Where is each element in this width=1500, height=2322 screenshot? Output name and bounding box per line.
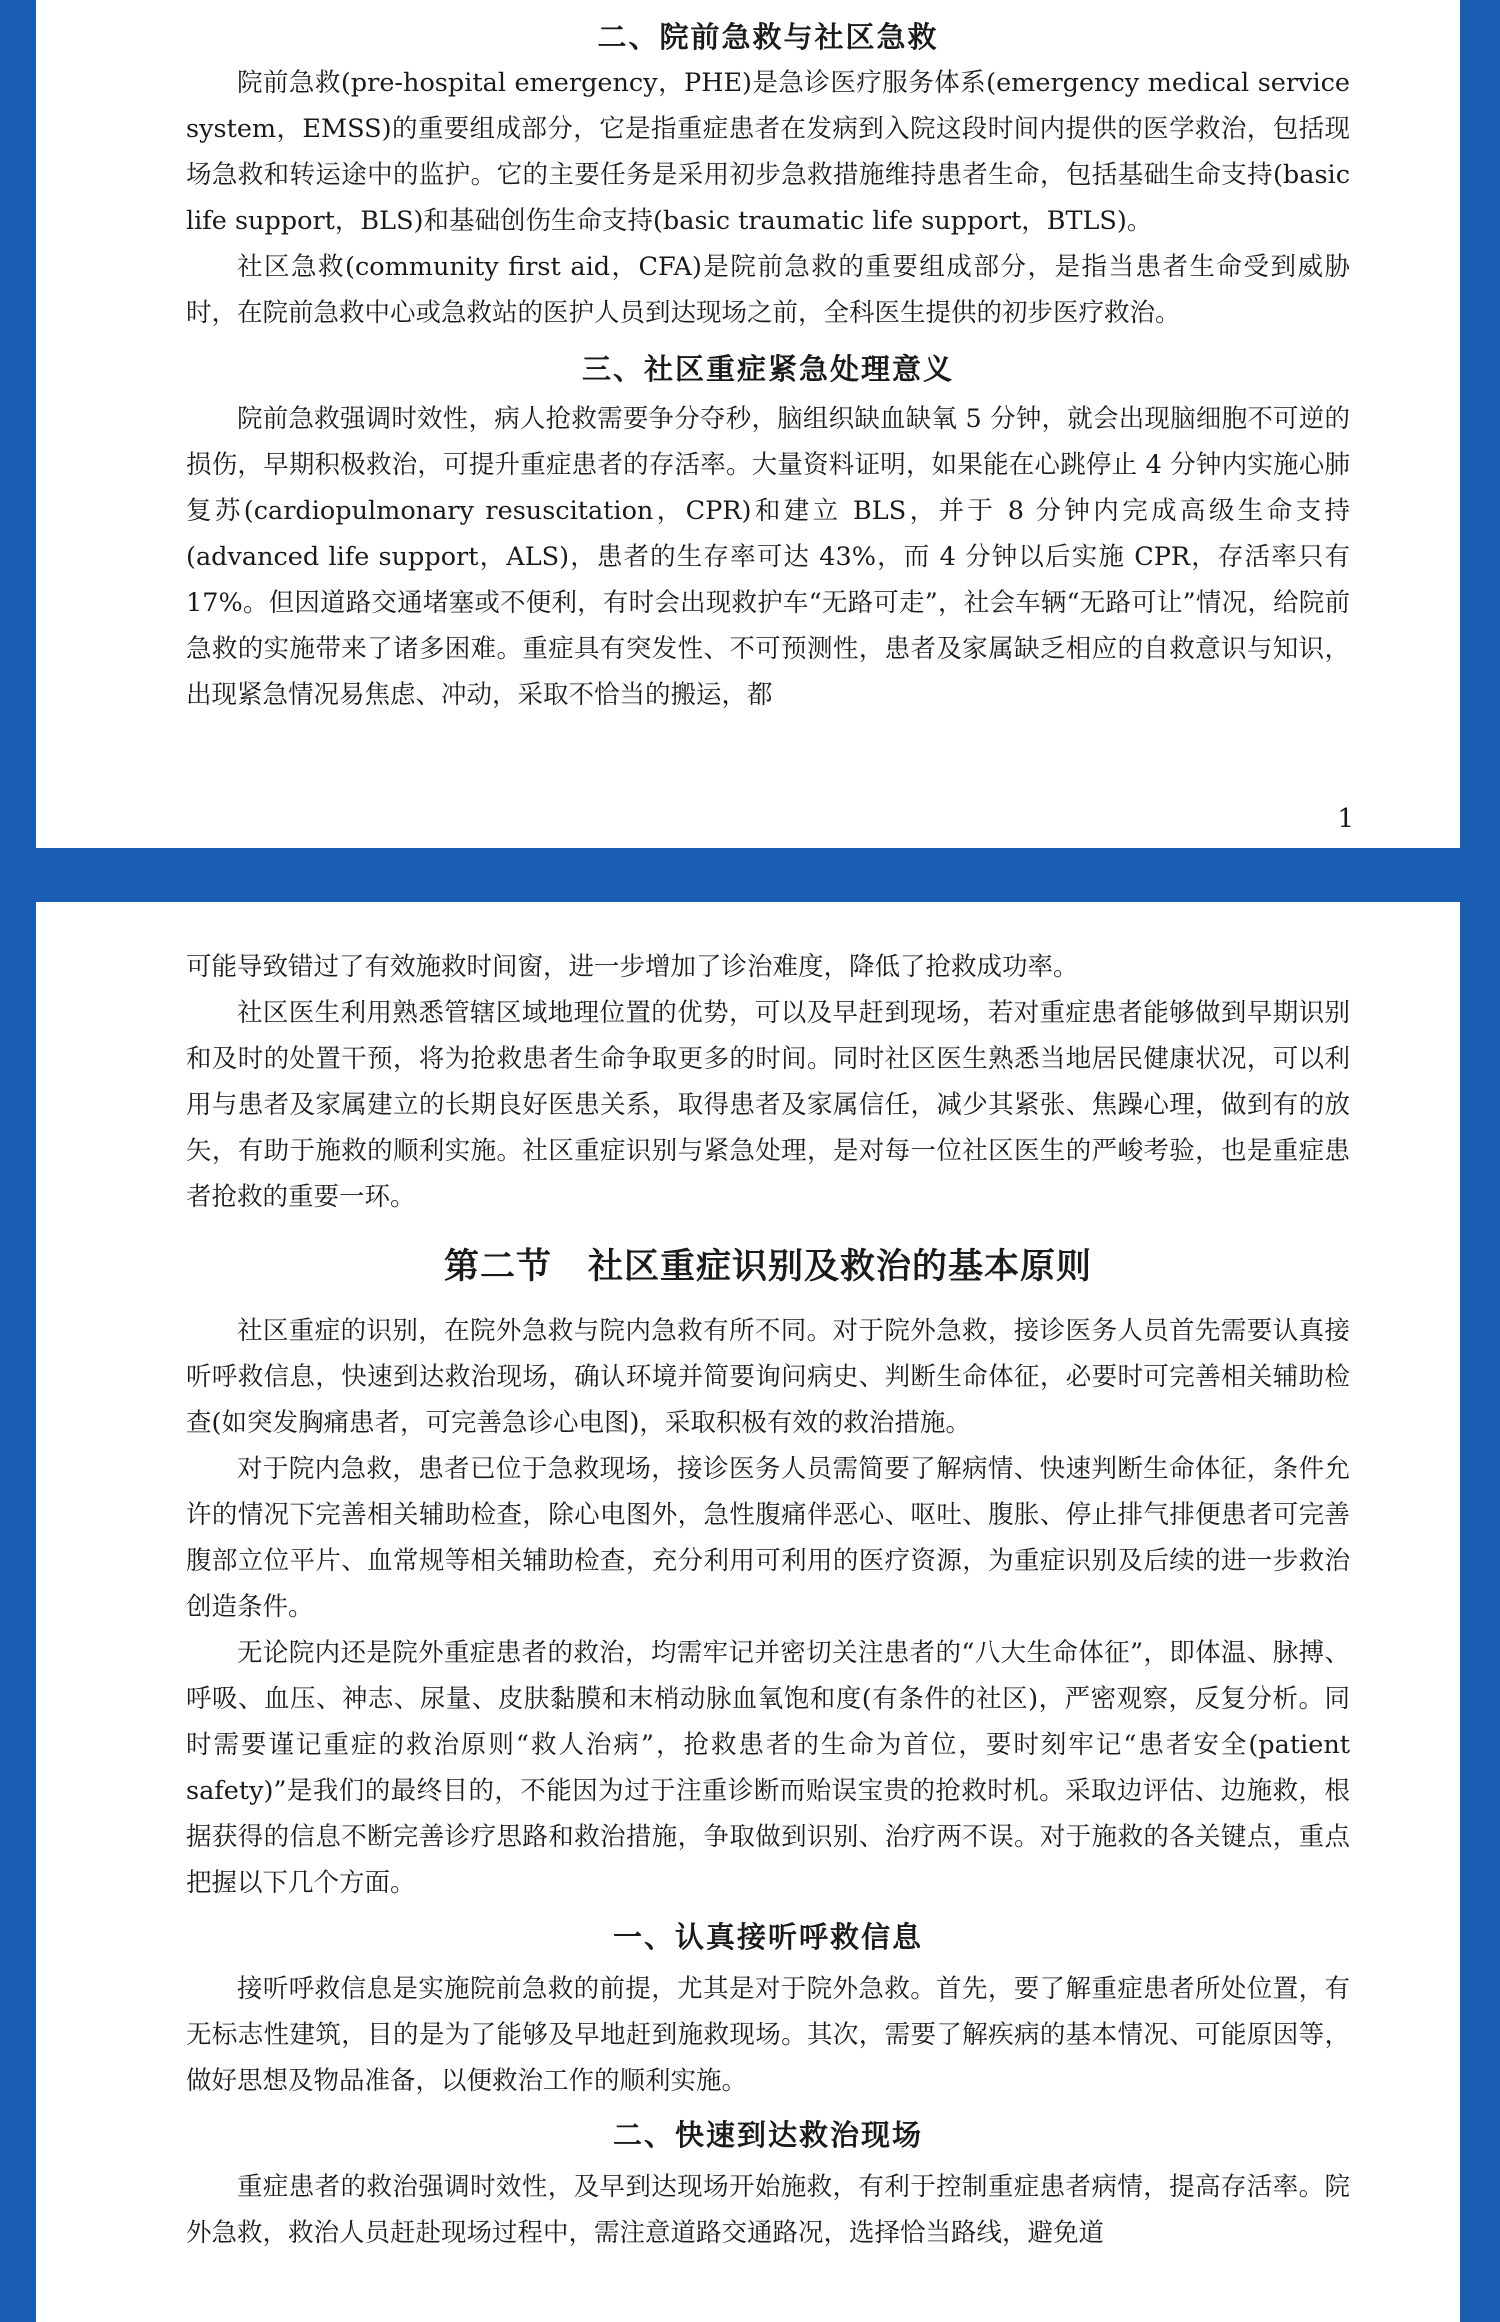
- book-page-1: [36, 0, 1460, 848]
- paragraph-phe: 院前急救(pre-hospital emergency，PHE)是急诊医疗服务体系(emergency medical service system，EMSS)的重要组成部分，它是指重症患者在发病到入院这段时间内提供的医学救治，包括现场急救和转运途中的监护。它的主要任务是采用初步急救措施维持患者生命，包括基础生命支持(basic life support，BLS)和基础创伤生命支持(basic traumatic life support，BTLS)。: [186, 68, 1350, 236]
- paragraph-recognition: 社区重症的识别，在院外急救与院内急救有所不同。对于院外急救，接诊医务人员首先需要认真接听呼救信息，快速到达救治现场，确认环境并简要询问病史、判断生命体征，必要时可完善相关辅助检查(如突发胸痛患者，可完善急诊心电图)，采取积极有效的救治措施。: [186, 1316, 1350, 1438]
- paragraph-community-doctor: 社区医生利用熟悉管辖区域地理位置的优势，可以及早赶到现场，若对重症患者能够做到早期识别和及时的处置干预，将为抢救患者生命争取更多的时间。同时社区医生熟悉当地居民健康状况，可以利用与患者及家属建立的长期良好医患关系，取得患者及家属信任，减少其紧张、焦躁心理，做到有的放矢，有助于施救的顺利实施。社区重症识别与紧急处理，是对每一位社区医生的严峻考验，也是重症患者抢救的重要一环。: [186, 998, 1350, 1212]
- paragraph-in-hospital: 对于院内急救，患者已位于急救现场，接诊医务人员需简要了解病情、快速判断生命体征，条件允许的情况下完善相关辅助检查，除心电图外，急性腹痛伴恶心、呕吐、腹胀、停止排气排便患者可完善腹部立位平片、血常规等相关辅助检查，充分利用可利用的医疗资源，为重症识别及后续的进一步救治创造条件。: [186, 1454, 1350, 1622]
- paragraph-cfa: 社区急救(community first aid，CFA)是院前急救的重要组成部分，是指当患者生命受到威胁时，在院前急救中心或急救站的医护人员到达现场之前，全科医生提供的初步医疗救治。: [186, 252, 1350, 328]
- paragraph-timeliness: 院前急救强调时效性，病人抢救需要争分夺秒，脑组织缺血缺氧 5 分钟，就会出现脑细胞不可逆的损伤，早期积极救治，可提升重症患者的存活率。大量资料证明，如果能在心跳停止 4 分钟内实施心肺复苏(cardiopulmonary resuscitation，CPR)和建立 BLS，并于 8 分钟内完成高级生命支持(advanced life support，ALS)，患者的生存率可达 43%，而 4 分钟以后实施 CPR，存活率只有 17%。但因道路交通堵塞或不便利，有时会出现救护车“无路可走”，社会车辆“无路可让”情况，给院前急救的实施带来了诸多困难。重症具有突发性、不可预测性，患者及家属缺乏相应的自救意识与知识，出现紧急情况易焦虑、冲动，采取不恰当的搬运，都: [186, 404, 1350, 710]
- paragraph-continuation: 可能导致错过了有效施救时间窗，进一步增加了诊治难度，降低了抢救成功率。: [186, 952, 1079, 982]
- book-page-2: [36, 902, 1460, 2322]
- section-heading-call: 一、认真接听呼救信息: [612, 1920, 923, 1954]
- paragraph-call: 接听呼救信息是实施院前急救的前提，尤其是对于院外急救。首先，要了解重症患者所处位置，有无标志性建筑，目的是为了能够及早地赶到施救现场。其次，需要了解疾病的基本情况、可能原因等，做好思想及物品准备，以便救治工作的顺利实施。: [186, 1974, 1350, 2096]
- section-heading-prehospital: 二、院前急救与社区急救: [597, 20, 939, 54]
- paragraph-arrive: 重症患者的救治强调时效性，及早到达现场开始施救，有利于控制重症患者病情，提高存活率。院外急救，救治人员赶赴现场过程中，需注意道路交通路况，选择恰当路线，避免道: [186, 2172, 1350, 2248]
- paragraph-vital-signs: 无论院内还是院外重症患者的救治，均需牢记并密切关注患者的“八大生命体征”，即体温、脉搏、呼吸、血压、神志、尿量、皮肤黏膜和末梢动脉血氧饱和度(有条件的社区)，严密观察，反复分析。同时需要谨记重症的救治原则“救人治病”，抢救患者的生命为首位，要时刻牢记“患者安全(patient safety)”是我们的最终目的，不能因为过于注重诊断而贻误宝贵的抢救时机。采取边评估、边施救，根据获得的信息不断完善诊疗思路和救治措施，争取做到识别、治疗两不误。对于施救的各关键点，重点把握以下几个方面。: [186, 1638, 1350, 1898]
- section-heading-arrive: 二、快速到达救治现场: [612, 2118, 923, 2152]
- chapter-title: 第二节 社区重症识别及救治的基本原则: [443, 1247, 1092, 1287]
- section-heading-significance: 三、社区重症紧急处理意义: [581, 352, 954, 386]
- page-number: 1: [1337, 804, 1354, 834]
